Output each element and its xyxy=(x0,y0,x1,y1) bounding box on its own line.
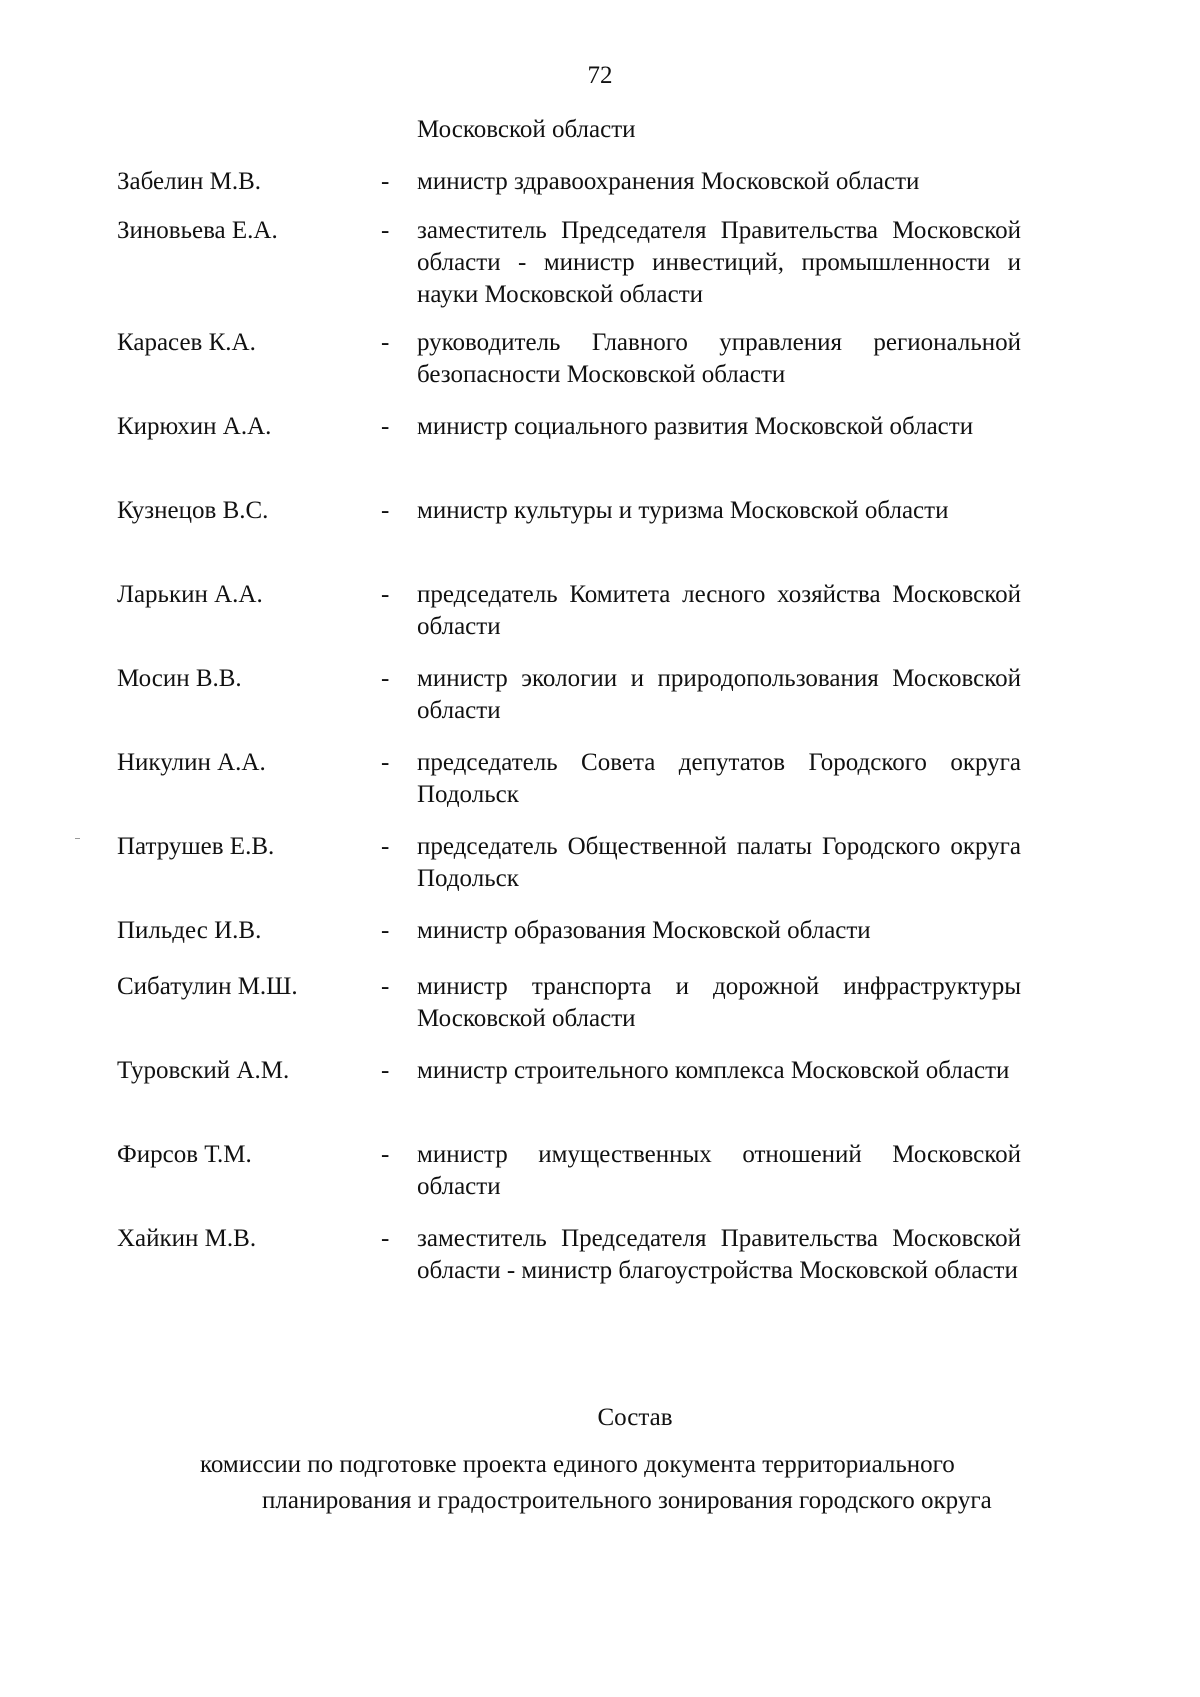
member-dash: - xyxy=(381,329,390,356)
member-entry xyxy=(117,663,1021,747)
member-entry xyxy=(117,1055,1021,1139)
member-dash: - xyxy=(381,217,390,244)
member-entry xyxy=(117,1223,1021,1335)
member-entry xyxy=(117,215,1021,327)
member-dash: - xyxy=(381,168,390,195)
member-name: Туровский А.М. xyxy=(117,1057,290,1084)
member-role: министр транспорта и дорожной инфраструктуры Московской области xyxy=(417,973,1021,1032)
member-role: заместитель Председателя Правительства Московской области - министр благоустройства Московской области xyxy=(417,1225,1021,1284)
member-role: министр строительного комплекса Московской области xyxy=(417,1057,1010,1084)
member-entry xyxy=(117,579,1021,663)
member-entry xyxy=(117,327,1021,411)
member-name: Хайкин М.В. xyxy=(117,1225,257,1252)
scan-speck xyxy=(75,838,80,839)
member-dash: - xyxy=(381,917,390,944)
continuation-text: Московской области xyxy=(417,116,636,143)
member-role: руководитель Главного управления региональной безопасности Московской области xyxy=(417,329,1021,388)
member-name: Ларькин А.А. xyxy=(117,581,263,608)
section-subtitle-line-1: комиссии по подготовке проекта единого документа территориального xyxy=(200,1451,955,1478)
member-name: Мосин В.В. xyxy=(117,665,242,692)
member-dash: - xyxy=(381,1057,390,1084)
section-heading: Состав xyxy=(597,1404,673,1431)
member-dash: - xyxy=(381,497,390,524)
member-name: Карасев К.А. xyxy=(117,329,256,356)
member-list xyxy=(117,166,1021,1335)
member-dash: - xyxy=(381,833,390,860)
member-entry xyxy=(117,1139,1021,1223)
member-dash: - xyxy=(381,1225,390,1252)
member-name: Пильдес И.В. xyxy=(117,917,262,944)
member-dash: - xyxy=(381,749,390,776)
member-role: министр имущественных отношений Московской области xyxy=(417,1141,1021,1200)
member-name: Кирюхин А.А. xyxy=(117,413,272,440)
member-name: Никулин А.А. xyxy=(117,749,266,776)
member-role: министр экологии и природопользования Московской области xyxy=(417,665,1021,724)
member-entry xyxy=(117,747,1021,831)
member-entry xyxy=(117,971,1021,1055)
member-dash: - xyxy=(381,413,390,440)
member-dash: - xyxy=(381,581,390,608)
member-role: председатель Комитета лесного хозяйства Московской области xyxy=(417,581,1021,640)
member-name: Патрушев Е.В. xyxy=(117,833,275,860)
member-role: министр социального развития Московской области xyxy=(417,413,974,440)
member-name: Фирсов Т.М. xyxy=(117,1141,252,1168)
member-name: Забелин М.В. xyxy=(117,168,261,195)
member-name: Зиновьева Е.А. xyxy=(117,217,278,244)
member-name: Кузнецов В.С. xyxy=(117,497,269,524)
member-entry xyxy=(117,831,1021,915)
member-entry xyxy=(117,411,1021,495)
member-role: председатель Совета депутатов Городского округа Подольск xyxy=(417,749,1021,808)
member-entry xyxy=(117,166,1021,215)
member-role: министр здравоохранения Московской области xyxy=(417,168,920,195)
member-entry xyxy=(117,495,1021,579)
section-subtitle-line-2: планирования и градостроительного зонирования городского округа xyxy=(262,1487,992,1514)
member-name: Сибатулин М.Ш. xyxy=(117,973,298,1000)
member-role: министр культуры и туризма Московской области xyxy=(417,497,949,524)
page-number: 72 xyxy=(587,62,613,89)
member-role: председатель Общественной палаты Городского округа Подольск xyxy=(417,833,1021,892)
member-dash: - xyxy=(381,973,390,1000)
member-role: министр образования Московской области xyxy=(417,917,871,944)
member-dash: - xyxy=(381,665,390,692)
member-dash: - xyxy=(381,1141,390,1168)
member-role: заместитель Председателя Правительства Московской области - министр инвестиций, промышленности и науки Московской области xyxy=(417,217,1021,308)
member-entry xyxy=(117,915,1021,971)
